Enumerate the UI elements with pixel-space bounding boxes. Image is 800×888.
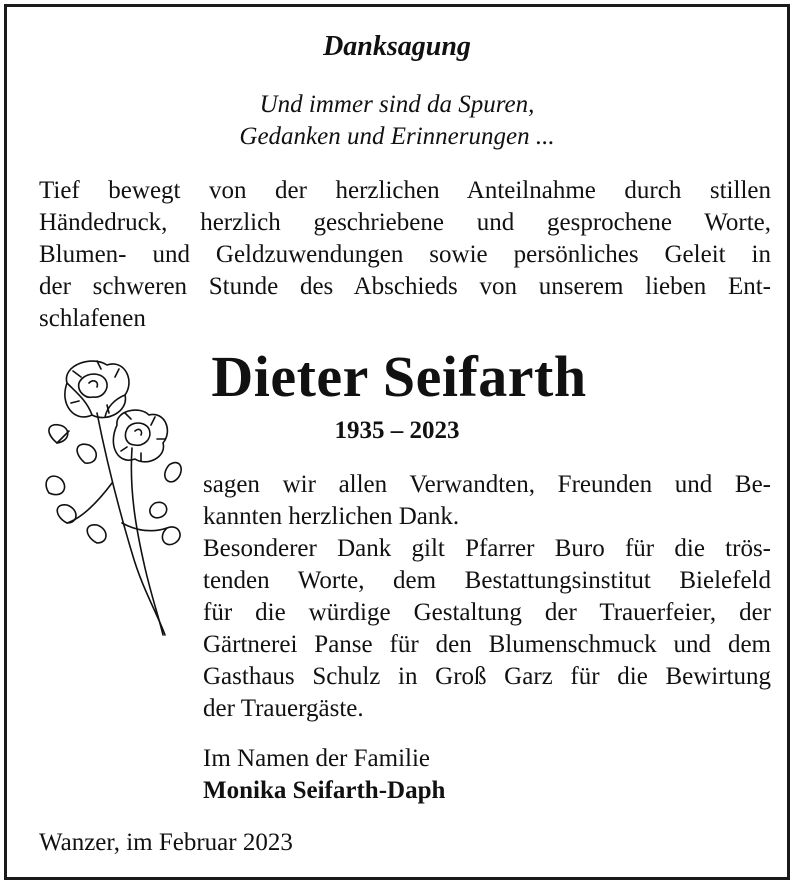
signature-line: Im Namen der Familie xyxy=(203,745,431,772)
thanks-line: kannten herzlichen Dank. xyxy=(203,503,460,530)
intro-line: schlafenen xyxy=(39,305,146,332)
thanks-line: Gasthaus Schulz in Groß Garz für die Bewirtung xyxy=(203,663,771,690)
obituary-frame xyxy=(4,4,790,880)
deceased-years: 1935 – 2023 xyxy=(334,417,460,444)
thanks-line: für die würdige Gestaltung der Trauerfeier, der xyxy=(203,599,771,626)
intro-line: der schweren Stunde des Abschieds von unserem lieben Ent- xyxy=(39,273,771,300)
place-date: Wanzer, im Februar 2023 xyxy=(39,829,293,856)
thanks-paragraph xyxy=(203,469,771,725)
thanks-line: der Trauergäste. xyxy=(203,695,364,722)
thanks-line: tenden Worte, dem Bestattungsinstitut Bielefeld xyxy=(203,567,771,594)
intro-line: Blumen- und Geldzuwendungen sowie persönliches Geleit in xyxy=(39,241,771,268)
motto-line-2: Gedanken und Erinnerungen ... xyxy=(239,123,555,150)
deceased-name: Dieter Seifarth xyxy=(211,344,587,409)
intro-line: Händedruck, herzlich geschriebene und gesprochene Worte, xyxy=(39,209,771,236)
thanks-line: Gärtnerei Panse für den Blumenschmuck und dem xyxy=(203,631,771,658)
intro-paragraph xyxy=(39,175,771,335)
signature-block xyxy=(203,743,445,807)
thanks-line: Besonderer Dank gilt Pfarrer Buro für die trös- xyxy=(203,535,771,562)
motto-line-1: Und immer sind da Spuren, xyxy=(259,91,535,118)
heading: Danksagung xyxy=(323,31,471,62)
thanks-line: sagen wir allen Verwandten, Freunden und Be- xyxy=(203,471,771,498)
signer-name: Monika Seifarth-Daph xyxy=(203,777,446,804)
intro-line: Tief bewegt von der herzlichen Anteilnahme durch stillen xyxy=(39,177,771,204)
